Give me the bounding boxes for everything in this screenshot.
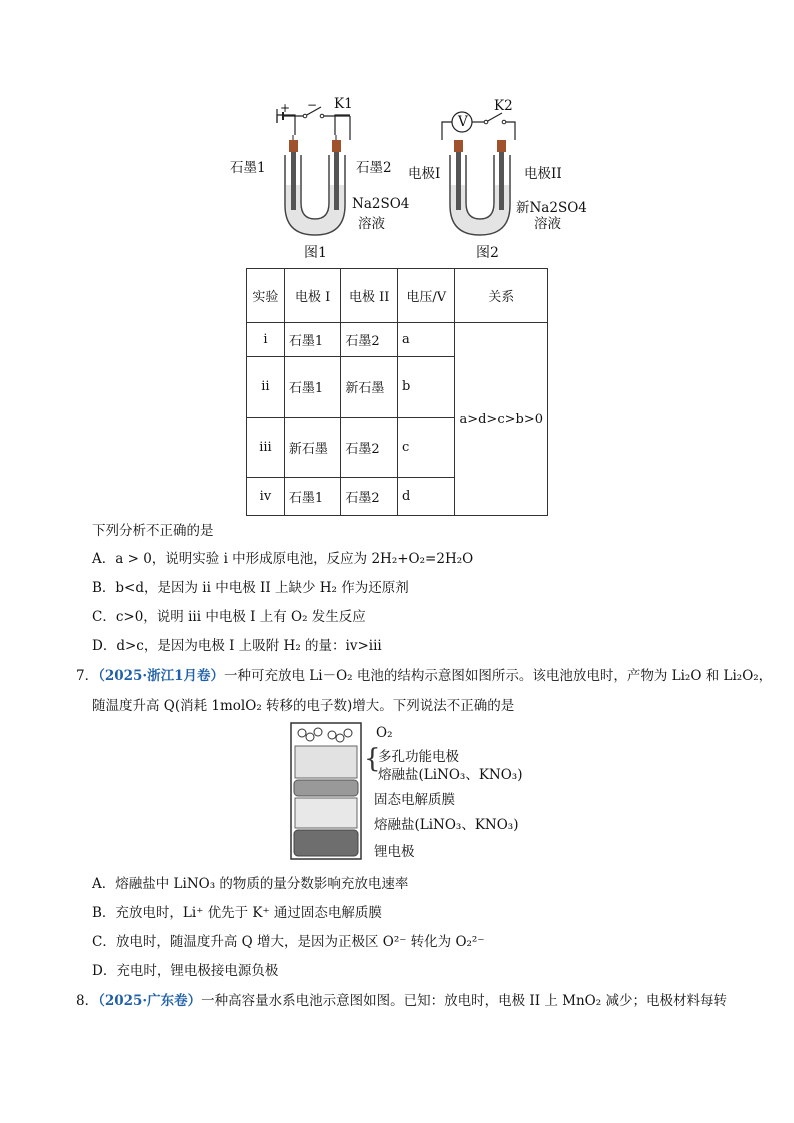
q7-stem-line2: 随温度升高 Q(消耗 1molO₂ 转移的电子数)增大。下列说法不正确的是	[92, 698, 515, 714]
table-cell: 石墨2	[341, 477, 398, 515]
q8-stem: 一种高容量水系电池示意图如图。已知：放电时，电极 II 上 MnO₂ 减少；电极材料每转	[201, 993, 727, 1009]
label-molten-salt-1: 熔融盐(LiNO₃、KNO₃)	[378, 767, 523, 783]
label-solid-electrolyte: 固态电解质膜	[374, 792, 455, 808]
li-o2-battery-diagram	[290, 722, 362, 860]
q7-source: （2025·浙江1月卷）	[98, 668, 225, 684]
q7-option-c: C．放电时，随温度升高 Q 增大，是因为正极区 O²⁻ 转化为 O₂²⁻	[92, 934, 485, 950]
table-header-cell: 电压/V	[397, 269, 455, 323]
q8-source: （2025·广东卷）	[98, 993, 202, 1009]
table-row	[247, 323, 548, 357]
table-cell: 石墨1	[284, 357, 341, 417]
q7-stem-part1: 一种可充放电 Li－O₂ 电池的结构示意图如图所示。该电池放电时，产物为 Li₂O 和 Li₂O₂，	[224, 668, 773, 684]
switch-k1-label: K1	[334, 96, 353, 112]
table-cell: 石墨2	[341, 417, 398, 477]
q6-stem: 下列分析不正确的是	[92, 523, 214, 539]
battery-plus-sign: +	[280, 101, 291, 115]
q6-option-b: B．b<d，是因为 ii 中电极 II 上缺少 H₂ 作为还原剂	[92, 580, 409, 596]
table-cell: ii	[247, 357, 285, 417]
label-molten-salt-2: 熔融盐(LiNO₃、KNO₃)	[374, 817, 519, 833]
q8-stem-line	[76, 989, 727, 1009]
voltmeter-label: V	[458, 114, 468, 130]
fig2-solution-label-2: 溶液	[534, 216, 561, 232]
q7-option-d: D．充电时，锂电极接电源负极	[92, 963, 279, 979]
table-cell: 石墨1	[284, 323, 341, 357]
table-cell: c	[397, 417, 455, 477]
table-cell: b	[397, 357, 455, 417]
fig1-solution-label: Na2SO4	[352, 196, 410, 212]
table-cell: i	[247, 323, 285, 357]
fig2-right-electrode-label: 电极II	[524, 166, 562, 182]
q7-option-a: A．熔融盐中 LiNO₃ 的物质的量分数影响充放电速率	[92, 876, 409, 892]
q6-option-d: D．d>c，是因为电极 I 上吸附 H₂ 的量：iv>iii	[92, 638, 382, 654]
fig1-solution-label-2: 溶液	[358, 216, 385, 232]
table-header-row	[247, 269, 548, 323]
table-cell: d	[397, 477, 455, 515]
label-porous-electrode: 多孔功能电极	[378, 749, 459, 765]
figure-2-u-tube	[420, 95, 590, 245]
q7-number: 7．	[76, 668, 99, 684]
fig1-right-electrode-label: 石墨2	[356, 160, 392, 176]
figure-2-caption: 图2	[476, 245, 499, 261]
table-cell: 新石墨	[284, 417, 341, 477]
label-o2: O₂	[376, 725, 393, 741]
table-cell: a	[397, 323, 455, 357]
table-cell: 石墨2	[341, 323, 398, 357]
table-cell: iii	[247, 417, 285, 477]
fig2-solution-label: 新Na2SO4	[516, 200, 587, 216]
table-cell: iv	[247, 477, 285, 515]
table-cell: 石墨1	[284, 477, 341, 515]
table-header-cell: 关系	[455, 269, 548, 323]
q7-option-b: B．充放电时，Li⁺ 优先于 K⁺ 通过固态电解质膜	[92, 905, 382, 921]
fig1-left-electrode-label: 石墨1	[230, 160, 266, 176]
q6-option-c: C．c>0，说明 iii 中电极 I 上有 O₂ 发生反应	[92, 609, 366, 625]
figure-1-caption: 图1	[304, 245, 327, 261]
q7-stem-line1	[76, 664, 772, 684]
switch-k2-label: K2	[494, 98, 513, 114]
experiment-table	[246, 268, 548, 516]
q6-option-a: A．a > 0，说明实验 i 中形成原电池，反应为 2H₂+O₂=2H₂O	[92, 551, 474, 567]
table-header-cell: 实验	[247, 269, 285, 323]
table-header-cell: 电极 II	[341, 269, 398, 323]
q8-number: 8．	[76, 993, 99, 1009]
relation-cell: a>d>c>b>0	[455, 323, 548, 516]
brace-icon: {	[364, 744, 381, 774]
fig2-left-electrode-label: 电极I	[408, 166, 441, 182]
label-lithium-electrode: 锂电极	[374, 844, 415, 860]
battery-minus-sign: −	[307, 98, 318, 112]
table-cell: 新石墨	[341, 357, 398, 417]
table-header-cell: 电极 I	[284, 269, 341, 323]
